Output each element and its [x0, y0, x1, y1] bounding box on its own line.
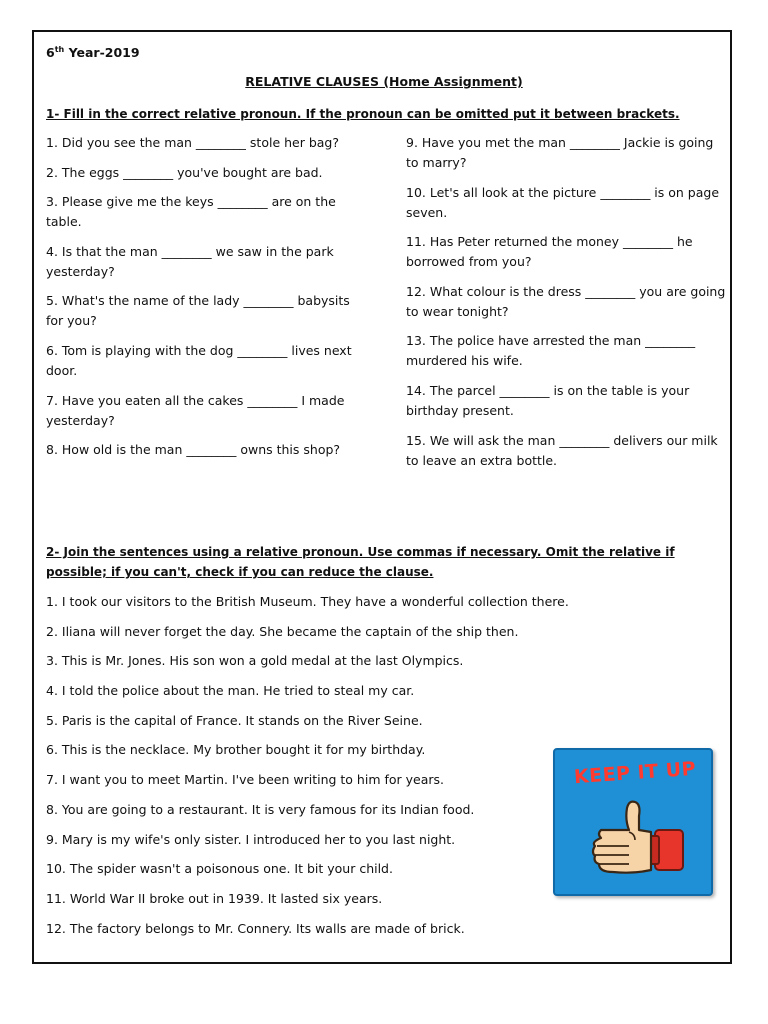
exercise1-item: 7. Have you eaten all the cakes ________ I made yesterday? [46, 392, 345, 428]
exercise2-item: 11. World War II broke out in 1939. It lasted six years. [46, 890, 383, 906]
year-number: 6 [46, 45, 55, 61]
exercise1-item: 14. The parcel ________ is on the table is your birthday present. [406, 382, 690, 418]
exercise1-item: 10. Let's all look at the picture ________ is on page seven. [406, 184, 720, 220]
keep-it-up-sticker [553, 748, 713, 896]
exercise1-item: 11. Has Peter returned the money ________ he borrowed from you? [406, 234, 693, 270]
exercise2-item: 9. Mary is my wife's only sister. I introduced her to you last night. [46, 831, 456, 847]
exercise2-item: 8. You are going to a restaurant. It is very famous for its Indian food. [46, 801, 475, 817]
exercise2-item: 3. This is Mr. Jones. His son won a gold medal at the last Olympics. [46, 653, 464, 669]
exercise2-item: 10. The spider wasn't a poisonous one. It bit your child. [46, 861, 393, 877]
year-suffix: th [54, 45, 65, 54]
exercise2-item: 4. I told the police about the man. He tried to steal my car. [46, 683, 415, 699]
exercise2-item: 7. I want you to meet Martin. I've been writing to him for years. [46, 772, 444, 788]
section1-instruction: 1- Fill in the correct relative pronoun. If the pronoun can be omitted put it between brackets. [46, 107, 680, 121]
exercise2-item: 2. Iliana will never forget the day. She became the captain of the ship then. [46, 623, 519, 639]
exercise1-item: 12. What colour is the dress ________ you are going to wear tonight? [406, 283, 726, 319]
exercise1-item: 3. Please give me the keys ________ are on the table. [46, 194, 336, 230]
exercise2-item: 12. The factory belongs to Mr. Connery. Its walls are made of brick. [46, 920, 465, 936]
exercise1-item: 9. Have you met the man ________ Jackie is going to marry? [406, 135, 714, 170]
section1-left-column [46, 133, 366, 470]
section1-right-column [406, 133, 726, 480]
year-heading [46, 45, 140, 60]
exercise2-item: 6. This is the necklace. My brother bought it for my birthday. [46, 742, 426, 758]
exercise2-item: 5. Paris is the capital of France. It stands on the River Seine. [46, 712, 423, 728]
exercise1-item: 2. The eggs ________ you've bought are bad. [46, 164, 323, 180]
exercise1-item: 15. We will ask the man ________ delivers our milk to leave an extra bottle. [406, 432, 718, 468]
exercise1-item: 8. How old is the man ________ owns this shop? [46, 442, 341, 458]
thumbs-up-icon [583, 794, 693, 884]
exercise1-item: 4. Is that the man ________ we saw in the park yesterday? [46, 243, 334, 279]
section2-instruction: 2- Join the sentences using a relative pronoun. Use commas if necessary. Omit the relative if possible; if you can't, check if you can reduce the clause. [46, 545, 675, 579]
exercise2-item: 1. I took our visitors to the British Museum. They have a wonderful collection there. [46, 594, 569, 609]
page-title: RELATIVE CLAUSES (Home Assignment) [245, 74, 523, 89]
year-rest: Year-2019 [64, 45, 140, 61]
exercise1-item: 5. What's the name of the lady ________ babysits for you? [46, 293, 350, 329]
exercise1-item: 1. Did you see the man ________ stole her bag? [46, 135, 339, 150]
exercise1-item: 13. The police have arrested the man ________ murdered his wife. [406, 333, 696, 369]
exercise1-item: 6. Tom is playing with the dog ________ lives next door. [46, 342, 352, 378]
sticker-text: KEEP IT UP [573, 757, 697, 789]
